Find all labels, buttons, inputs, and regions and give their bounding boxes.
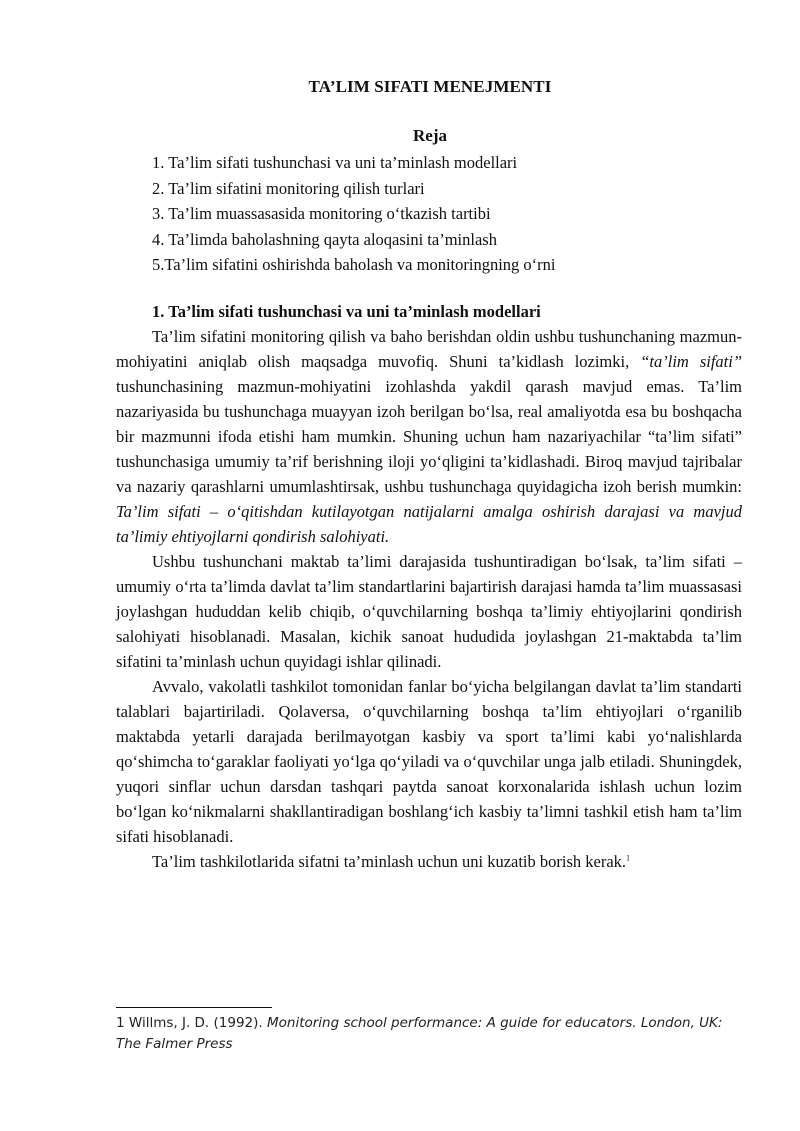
footnote-title: Monitoring school performance: A guide for educators. London, UK: The Falmer Press xyxy=(116,1015,723,1052)
paragraph-3: Avvalo, vakolatli tashkilot tomonidan fanlar bo‘yicha belgilangan davlat ta’lim standarti talablari bajartiriladi. Qolaversa, o‘quvchilarning boshqa ta’lim ehtiyojlari o‘rganilib maktabda yetarli darajada berilmayotgan kasbiy va sport ta’limi kabi yo‘nalishlarda qo‘shimcha to‘garaklar faoliyati yo‘lga qo‘yiladi va o‘quvchilar unga jalb etiladi. Shuningdek, yuqori sinflar uchun darsdan tashqari paytda sanoat korxonalarida ishlash uchun lozim bo‘lgan ko‘nikmalarni shakllantiradigan boshlang‘ich kasbiy ta’limni tashkil etish ham ta’lim sifati hisoblanadi. xyxy=(116,677,742,846)
plan-item: 4. Ta’limda baholashning qayta aloqasini ta’minlash xyxy=(152,229,497,249)
footnote-reference[interactable]: 1 xyxy=(626,853,631,863)
paragraph-text: Ta’lim tashkilotlarida sifatni ta’minlash uchun uni kuzatib borish kerak. xyxy=(152,852,627,871)
paragraph-text: Ta’lim sifatini monitoring qilish va baho berishdan oldin ushbu tushunchaning mazmun-mohiyatini aniqlab olish maqsadga muvofiq. Shuni ta’kidlash lozimki, xyxy=(116,327,742,371)
plan-item: 3. Ta’lim muassasasida monitoring o‘tkazish tartibi xyxy=(152,204,491,223)
main-text xyxy=(116,299,742,874)
plan-heading: Reja xyxy=(413,126,447,145)
footnote-divider xyxy=(116,1007,272,1008)
paragraph-1 xyxy=(116,324,742,549)
paragraph-2: Ushbu tushunchani maktab ta’limi darajasida tushuntiradigan bo‘lsak, ta’lim sifati – umumiy o‘rta ta’limda davlat ta’lim standartlarini bajartirish darajasi hamda ta’lim muassasasi joylashgan hududdan kelib chiqib, o‘quvchilarning boshqa ta’limiy ehtiyojlarini qondirish salohiyati hisoblanadi. Masalan, kichik sanoat hududida joylashgan 21-maktabda ta’lim sifatini ta’minlash uchun quyidagi ishlar qilinadi. xyxy=(116,552,742,671)
plan-item: 5.Ta’lim sifatini oshirishda baholash va monitoringning o‘rni xyxy=(152,255,556,274)
plan-list xyxy=(152,150,556,278)
footnote-number: 1 xyxy=(116,1015,129,1031)
definition-text: Ta’lim sifati – o‘qitishdan kutilayotgan natijalarni amalga oshirish darajasi va mavjud ta’limiy ehtiyojlarni qondirish salohiyati. xyxy=(116,502,742,546)
footnote xyxy=(116,1013,746,1055)
italic-term: “ta’lim sifati” xyxy=(640,352,743,371)
paragraph-4 xyxy=(116,849,742,874)
paragraph-text: tushunchasining mazmun-mohiyatini izohlashda yakdil qarash mavjud emas. Ta’lim nazariyasida bu tushunchaga muayyan izoh berilgan bo‘lsa, real amaliyotda esa bu boshqacha bir mazmunni ifoda etishi ham mumkin. Shuning uchun ham nazariyachilar “ta’lim sifati” tushunchasiga umumiy ta’rif berishning iloji yo‘qligini ta’kidlashadi. Biroq mavjud tajribalar va nazariy qarashlarni umumlashtirsak, ushbu tushunchaga quyidagicha izoh berish mumkin: xyxy=(116,377,742,496)
document-title: TA’LIM SIFATI MENEJMENTI xyxy=(308,77,552,96)
plan-item: 1. Ta’lim sifati tushunchasi va uni ta’minlash modellari xyxy=(152,153,518,172)
plan-item: 2. Ta’lim sifatini monitoring qilish turlari xyxy=(152,178,425,198)
section-heading: 1. Ta’lim sifati tushunchasi va uni ta’minlash modellari xyxy=(152,302,541,321)
footnote-author: Willms, J. D. (1992). xyxy=(128,1015,267,1031)
